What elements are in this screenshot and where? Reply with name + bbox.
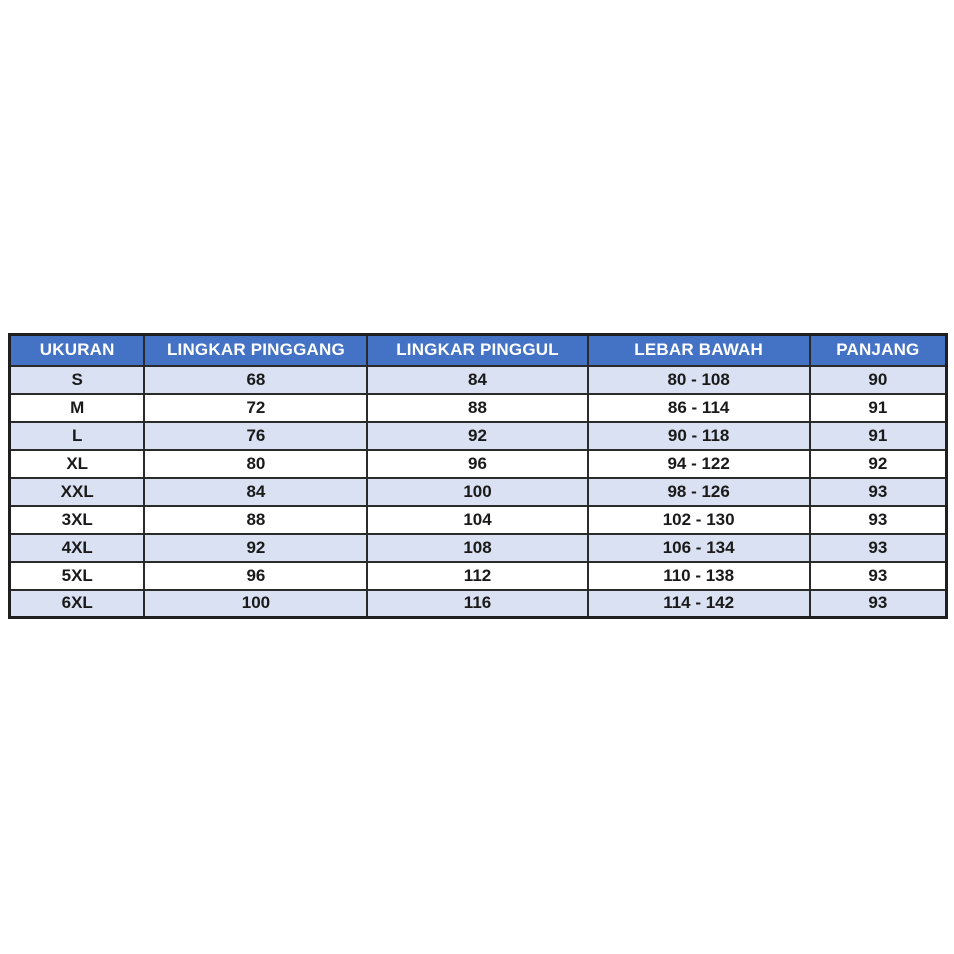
cell-waist: 80 — [144, 450, 367, 478]
cell-size: XXL — [10, 478, 145, 506]
table-row-6xl — [10, 590, 947, 618]
table-row-l — [10, 422, 947, 450]
size-chart-table — [8, 333, 948, 619]
cell-length: 93 — [810, 562, 947, 590]
cell-size: 3XL — [10, 506, 145, 534]
cell-size: XL — [10, 450, 145, 478]
cell-bottom: 80 - 108 — [588, 366, 810, 394]
cell-length: 93 — [810, 478, 947, 506]
cell-length: 93 — [810, 534, 947, 562]
col-header-panjang: PANJANG — [810, 335, 947, 366]
table-row-xl — [10, 450, 947, 478]
cell-length: 91 — [810, 394, 947, 422]
cell-hip: 92 — [367, 422, 587, 450]
cell-length: 93 — [810, 590, 947, 618]
table-row-m — [10, 394, 947, 422]
cell-hip: 116 — [367, 590, 587, 618]
cell-bottom: 114 - 142 — [588, 590, 810, 618]
cell-waist: 72 — [144, 394, 367, 422]
cell-hip: 104 — [367, 506, 587, 534]
cell-waist: 100 — [144, 590, 367, 618]
cell-length: 91 — [810, 422, 947, 450]
col-header-lingkar-pinggul: LINGKAR PINGGUL — [367, 335, 587, 366]
table-row-4xl — [10, 534, 947, 562]
cell-hip: 88 — [367, 394, 587, 422]
col-header-lebar-bawah: LEBAR BAWAH — [588, 335, 810, 366]
cell-hip: 96 — [367, 450, 587, 478]
cell-size: 6XL — [10, 590, 145, 618]
cell-size: L — [10, 422, 145, 450]
cell-size: M — [10, 394, 145, 422]
cell-hip: 100 — [367, 478, 587, 506]
cell-waist: 76 — [144, 422, 367, 450]
cell-waist: 96 — [144, 562, 367, 590]
cell-hip: 108 — [367, 534, 587, 562]
header-row — [10, 335, 947, 366]
cell-size: S — [10, 366, 145, 394]
cell-waist: 88 — [144, 506, 367, 534]
cell-size: 5XL — [10, 562, 145, 590]
cell-bottom: 106 - 134 — [588, 534, 810, 562]
cell-size: 4XL — [10, 534, 145, 562]
cell-waist: 68 — [144, 366, 367, 394]
cell-bottom: 102 - 130 — [588, 506, 810, 534]
cell-hip: 84 — [367, 366, 587, 394]
table-row-xxl — [10, 478, 947, 506]
cell-waist: 92 — [144, 534, 367, 562]
table-row-s — [10, 366, 947, 394]
cell-bottom: 98 - 126 — [588, 478, 810, 506]
cell-length: 93 — [810, 506, 947, 534]
col-header-ukuran: UKURAN — [10, 335, 145, 366]
cell-waist: 84 — [144, 478, 367, 506]
cell-bottom: 86 - 114 — [588, 394, 810, 422]
cell-bottom: 110 - 138 — [588, 562, 810, 590]
table-row-5xl — [10, 562, 947, 590]
cell-bottom: 90 - 118 — [588, 422, 810, 450]
col-header-lingkar-pinggang: LINGKAR PINGGANG — [144, 335, 367, 366]
cell-length: 90 — [810, 366, 947, 394]
table-row-3xl — [10, 506, 947, 534]
cell-bottom: 94 - 122 — [588, 450, 810, 478]
cell-length: 92 — [810, 450, 947, 478]
cell-hip: 112 — [367, 562, 587, 590]
